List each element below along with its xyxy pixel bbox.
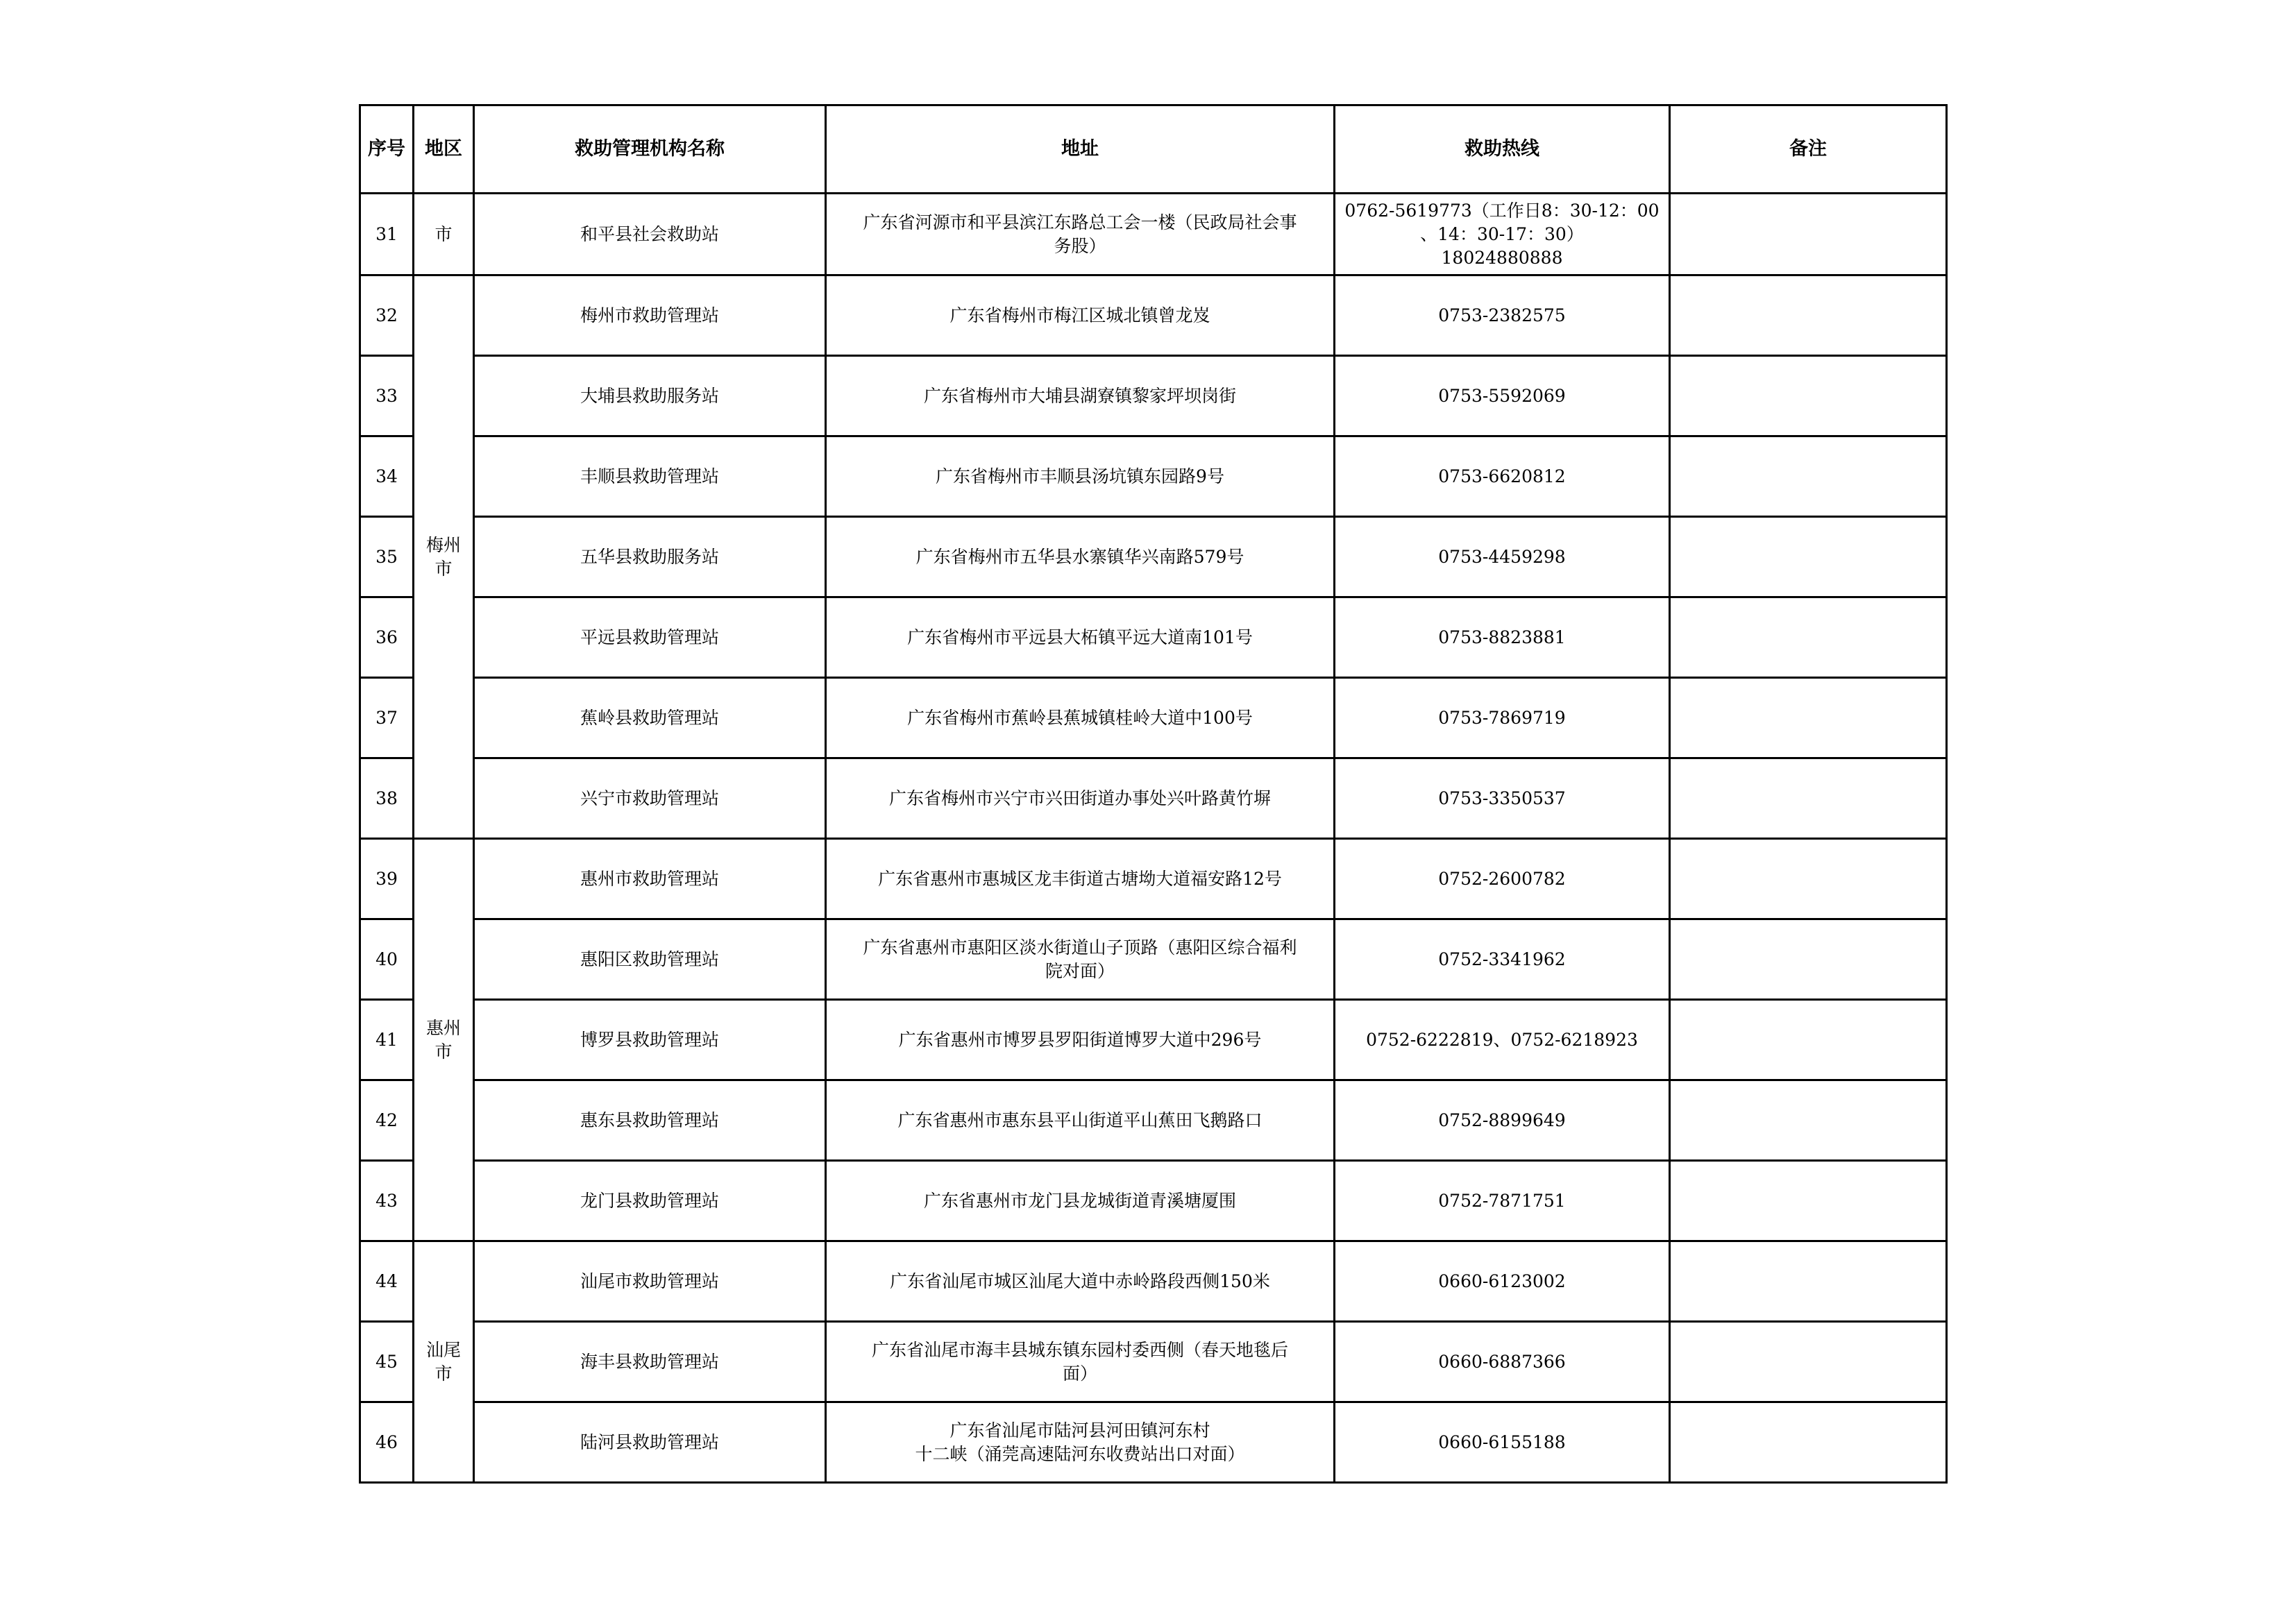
address-cell: 广东省梅州市兴宁市兴田街道办事处兴叶路黄竹塀 (826, 758, 1335, 839)
table-row (360, 194, 1947, 275)
hotline-cell: 0753-2382575 (1335, 275, 1670, 356)
hotline-cell: 0752-7871751 (1335, 1161, 1670, 1241)
hotline-cell: 0753-7869719 (1335, 678, 1670, 758)
note-cell (1670, 839, 1947, 919)
seq-cell: 42 (360, 1080, 414, 1161)
address-cell: 广东省梅州市梅江区城北镇曾龙岌 (826, 275, 1335, 356)
table-row (360, 839, 1947, 919)
station-name-cell: 惠阳区救助管理站 (474, 919, 826, 1000)
note-cell (1670, 275, 1947, 356)
hotline-cell: 0752-3341962 (1335, 919, 1670, 1000)
address-cell: 广东省汕尾市海丰县城东镇东园村委西侧（春天地毯后 面） (826, 1322, 1335, 1402)
table-row (360, 1402, 1947, 1483)
table-row (360, 1322, 1947, 1402)
hotline-cell: 0660-6123002 (1335, 1241, 1670, 1322)
hotline-cell: 0660-6155188 (1335, 1402, 1670, 1483)
seq-cell: 35 (360, 517, 414, 597)
region-cell: 梅州 市 (414, 275, 474, 839)
address-cell: 广东省梅州市丰顺县汤坑镇东园路9号 (826, 436, 1335, 517)
note-cell (1670, 194, 1947, 275)
table-row (360, 356, 1947, 436)
seq-cell: 45 (360, 1322, 414, 1402)
hotline-cell: 0753-8823881 (1335, 597, 1670, 678)
station-name-cell: 平远县救助管理站 (474, 597, 826, 678)
hotline-cell: 0753-5592069 (1335, 356, 1670, 436)
station-name-cell: 龙门县救助管理站 (474, 1161, 826, 1241)
header-name: 救助管理机构名称 (474, 105, 826, 194)
note-cell (1670, 1402, 1947, 1483)
seq-cell: 44 (360, 1241, 414, 1322)
table-row (360, 436, 1947, 517)
hotline-cell: 0753-4459298 (1335, 517, 1670, 597)
address-cell: 广东省汕尾市陆河县河田镇河东村 十二峡（涌莞高速陆河东收费站出口对面） (826, 1402, 1335, 1483)
station-name-cell: 惠东县救助管理站 (474, 1080, 826, 1161)
station-name-cell: 丰顺县救助管理站 (474, 436, 826, 517)
table-row (360, 678, 1947, 758)
address-cell: 广东省惠州市惠阳区淡水街道山子顶路（惠阳区综合福利 院对面） (826, 919, 1335, 1000)
table-row (360, 1000, 1947, 1080)
station-name-cell: 汕尾市救助管理站 (474, 1241, 826, 1322)
note-cell (1670, 758, 1947, 839)
station-name-cell: 和平县社会救助站 (474, 194, 826, 275)
table-row (360, 758, 1947, 839)
hotline-cell: 0752-8899649 (1335, 1080, 1670, 1161)
table-row (360, 1080, 1947, 1161)
header-address: 地址 (826, 105, 1335, 194)
address-cell: 广东省梅州市大埔县湖寮镇黎家坪坝岗街 (826, 356, 1335, 436)
header-seq: 序号 (360, 105, 414, 194)
station-name-cell: 蕉岭县救助管理站 (474, 678, 826, 758)
station-name-cell: 梅州市救助管理站 (474, 275, 826, 356)
seq-cell: 41 (360, 1000, 414, 1080)
seq-cell: 32 (360, 275, 414, 356)
station-name-cell: 海丰县救助管理站 (474, 1322, 826, 1402)
address-cell: 广东省汕尾市城区汕尾大道中赤岭路段西侧150米 (826, 1241, 1335, 1322)
table-row (360, 1241, 1947, 1322)
hotline-cell: 0762-5619773（工作日8：30-12：00 、14：30-17：30） 18024880888 (1335, 194, 1670, 275)
table-body (360, 194, 1947, 1483)
header-hotline: 救助热线 (1335, 105, 1670, 194)
address-cell: 广东省梅州市平远县大柘镇平远大道南101号 (826, 597, 1335, 678)
seq-cell: 40 (360, 919, 414, 1000)
note-cell (1670, 1161, 1947, 1241)
note-cell (1670, 436, 1947, 517)
hotline-cell: 0752-2600782 (1335, 839, 1670, 919)
station-name-cell: 陆河县救助管理站 (474, 1402, 826, 1483)
note-cell (1670, 1241, 1947, 1322)
hotline-cell: 0753-3350537 (1335, 758, 1670, 839)
address-cell: 广东省梅州市五华县水寨镇华兴南路579号 (826, 517, 1335, 597)
note-cell (1670, 597, 1947, 678)
seq-cell: 43 (360, 1161, 414, 1241)
address-cell: 广东省梅州市蕉岭县蕉城镇桂岭大道中100号 (826, 678, 1335, 758)
region-cell: 市 (414, 194, 474, 275)
table-row (360, 597, 1947, 678)
station-name-cell: 兴宁市救助管理站 (474, 758, 826, 839)
note-cell (1670, 1080, 1947, 1161)
note-cell (1670, 919, 1947, 1000)
note-cell (1670, 356, 1947, 436)
note-cell (1670, 678, 1947, 758)
header-row (360, 105, 1947, 194)
seq-cell: 36 (360, 597, 414, 678)
header-note: 备注 (1670, 105, 1947, 194)
station-name-cell: 大埔县救助服务站 (474, 356, 826, 436)
station-name-cell: 惠州市救助管理站 (474, 839, 826, 919)
note-cell (1670, 1000, 1947, 1080)
header-region: 地区 (414, 105, 474, 194)
seq-cell: 34 (360, 436, 414, 517)
address-cell: 广东省惠州市龙门县龙城街道青溪塘厦围 (826, 1161, 1335, 1241)
seq-cell: 33 (360, 356, 414, 436)
hotline-cell: 0660-6887366 (1335, 1322, 1670, 1402)
seq-cell: 46 (360, 1402, 414, 1483)
seq-cell: 37 (360, 678, 414, 758)
rescue-station-table (359, 104, 1948, 1484)
note-cell (1670, 1322, 1947, 1402)
hotline-cell: 0752-6222819、0752-6218923 (1335, 1000, 1670, 1080)
address-cell: 广东省惠州市惠东县平山街道平山蕉田飞鹅路口 (826, 1080, 1335, 1161)
table-row (360, 517, 1947, 597)
station-name-cell: 博罗县救助管理站 (474, 1000, 826, 1080)
table-row (360, 919, 1947, 1000)
table-row (360, 1161, 1947, 1241)
seq-cell: 31 (360, 194, 414, 275)
address-cell: 广东省惠州市博罗县罗阳街道博罗大道中296号 (826, 1000, 1335, 1080)
hotline-cell: 0753-6620812 (1335, 436, 1670, 517)
address-cell: 广东省惠州市惠城区龙丰街道古塘坳大道福安路12号 (826, 839, 1335, 919)
station-name-cell: 五华县救助服务站 (474, 517, 826, 597)
region-cell: 汕尾 市 (414, 1241, 474, 1483)
address-cell: 广东省河源市和平县滨江东路总工会一楼（民政局社会事 务股） (826, 194, 1335, 275)
region-cell: 惠州 市 (414, 839, 474, 1241)
seq-cell: 39 (360, 839, 414, 919)
seq-cell: 38 (360, 758, 414, 839)
note-cell (1670, 517, 1947, 597)
table-row (360, 275, 1947, 356)
